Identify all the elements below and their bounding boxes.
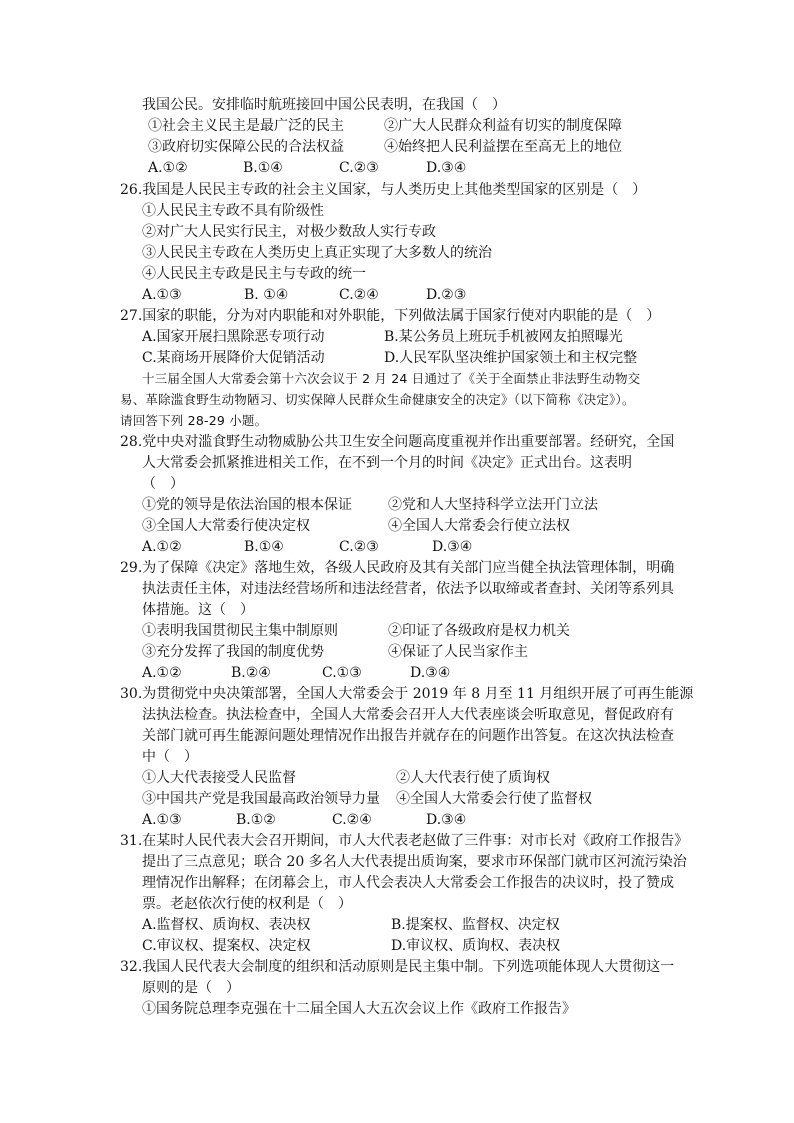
q29-choice-d: D.③④	[410, 665, 451, 681]
q26-option-4: ④人民民主专政是民主与专政的统一	[142, 266, 366, 282]
q29-option-2: ②印证了各级政府是权力机关	[388, 623, 570, 639]
q28-option-1: ①党的领导是依法治国的根本保证	[142, 497, 352, 513]
q29-choice-a: A.①②	[142, 665, 182, 681]
q27-choice-d: D.人民军队坚决维护国家领土和主权完整	[384, 350, 638, 366]
q26-choice-c: C.②④	[339, 287, 379, 303]
q29-choice-b: B.②④	[231, 665, 271, 681]
q27-choice-c: C.某商场开展降价大促销活动	[142, 350, 325, 366]
q27-choice-b: B.某公务员上班玩手机被网友拍照曝光	[384, 329, 623, 345]
q26-choice-d: D.②③	[426, 287, 467, 303]
q28-choice-c: C.②③	[339, 539, 379, 555]
material-line-2: 易、革除滥食野生动物陋习、切实保障人民群众生命健康安全的决定》（以下简称《决定》）。	[120, 392, 635, 407]
q28-choice-a: A.①②	[142, 539, 182, 555]
q30-choice-d: D.③④	[426, 812, 467, 828]
q30-option-4: ④全国人大常委会行使了监督权	[396, 791, 592, 807]
q26-option-1: ①人民民主专政不具有阶级性	[142, 203, 324, 219]
q31-stem-line-2: 提出了三点意见；联合 20 多名人大代表提出质询案，要求市环保部门就市区河流污染治	[142, 854, 687, 870]
q26-choice-a: A.①③	[142, 287, 182, 303]
q28-option-3: ③全国人大常委行使决定权	[142, 518, 310, 534]
q32-stem-line-1: 32.我国人民代表大会制度的组织和活动原则是民主集中制。下列选项能体现人大贯彻这一	[120, 959, 675, 975]
q32-stem-line-2: 原则的是（ ）	[142, 980, 240, 996]
q30-stem-line-2: 法执法检查。执法检查中，全国人大常委会召开人大代表座谈会听取意见，督促政府有	[142, 707, 674, 723]
q26-option-3: ③人民民主专政在人类历史上真正实现了大多数人的统治	[142, 245, 492, 261]
material-line-3: 请回答下列 28-29 小题。	[120, 413, 268, 428]
q30-option-3: ③中国共产党是我国最高政治领导力量	[142, 791, 380, 807]
q25-option-2: ②广大人民群众利益有切实的制度保障	[384, 118, 622, 134]
q29-option-4: ④保证了人民当家作主	[388, 644, 528, 660]
q31-choice-b: B.提案权、监督权、决定权	[391, 917, 560, 933]
q26-choice-b: B. ①④	[244, 287, 289, 303]
q25-choice-a: A.①②	[148, 160, 188, 176]
q26-option-2: ②对广大人民实行民主，对极少数敌人实行专政	[142, 224, 436, 240]
q30-stem-line-1: 30.为贯彻党中央决策部署，全国人大常委会于 2019 年 8 月至 11 月组织开展了可再生能源	[120, 686, 694, 702]
q30-stem-line-4: 中（ ）	[142, 749, 198, 765]
q29-stem-line-2: 执法责任主体，对违法经营场所和违法经营者，依法予以取缔或者查封、关闭等系列具	[142, 581, 674, 597]
q25-option-3: ③政府切实保障公民的合法权益	[148, 139, 344, 155]
q29-stem-line-3: 体措施。这（ ）	[142, 602, 254, 618]
q28-stem-line-1: 28.党中央对滥食野生动物威胁公共卫生安全问题高度重视并作出重要部署。经研究，全国	[120, 434, 675, 450]
q27-choice-a: A.国家开展扫黑除恶专项行动	[142, 329, 325, 345]
q30-option-1: ①人大代表接受人民监督	[142, 770, 296, 786]
q30-stem-line-3: 关部门就可再生能源问题处理情况作出报告并就存在的问题作出答复。在这次执法检查	[142, 728, 674, 744]
q25-choice-b: B.①④	[243, 160, 283, 176]
q30-choice-a: A.①③	[142, 812, 182, 828]
q28-stem-line-2: 人大常委会抓紧推进相关工作，在不到一个月的时间《决定》正式出台。这表明	[142, 455, 632, 471]
q30-option-2: ②人大代表行使了质询权	[396, 770, 550, 786]
q31-choice-a: A.监督权、质询权、表决权	[142, 917, 311, 933]
q29-choice-c: C.①③	[322, 665, 362, 681]
q32-option-1: ①国务院总理李克强在十二届全国人大五次会议上作《政府工作报告》	[142, 1001, 576, 1017]
q31-stem-line-4: 票。老赵依次行使的权利是（ ）	[142, 896, 352, 912]
q31-choice-d: D.审议权、质询权、表决权	[391, 938, 561, 954]
q30-choice-c: C.②④	[332, 812, 372, 828]
q29-option-3: ③充分发挥了我国的制度优势	[142, 644, 324, 660]
q26-stem: 26.我国是人民民主专政的社会主义国家，与人类历史上其他类型国家的区别是（ ）	[120, 182, 647, 198]
material-line-1: 十三届全国人大常委会第十六次会议于 2 月 24 日通过了《关于全面禁止非法野生动物交	[142, 371, 641, 386]
q25-choice-d: D.③④	[426, 160, 467, 176]
q28-option-4: ④全国人大常委会行使立法权	[388, 518, 570, 534]
q25-choice-c: C.②③	[339, 160, 379, 176]
q25-option-1: ①社会主义民主是最广泛的民主	[148, 118, 344, 134]
q31-stem-line-3: 理情况作出解释；在闭幕会上，市人代会表决人大常委会工作报告的决议时，投了赞成	[142, 875, 674, 891]
q27-stem: 27.国家的职能，分为对内职能和对外职能，下列做法属于国家行使对内职能的是（ ）	[120, 308, 661, 324]
q25-stem-tail: 我国公民。安排临时航班接回中国公民表明，在我国（ ）	[142, 97, 506, 113]
q30-choice-b: B.①②	[236, 812, 276, 828]
q31-stem-line-1: 31.在某时人民代表大会召开期间，市人大代表老赵做了三件事：对市长对《政府工作报告》	[120, 833, 689, 849]
q28-stem-line-3: （ ）	[142, 476, 184, 492]
q28-option-2: ②党和人大坚持科学立法开门立法	[388, 497, 598, 513]
q28-choice-b: B.①④	[244, 539, 284, 555]
q29-stem-line-1: 29.为了保障《决定》落地生效，各级人民政府及其有关部门应当健全执法管理体制，明确	[120, 560, 675, 576]
q25-option-4: ④始终把人民利益摆在至高无上的地位	[384, 139, 622, 155]
q29-option-1: ①表明我国贯彻民主集中制原则	[142, 623, 338, 639]
q31-choice-c: C.审议权、提案权、决定权	[142, 938, 311, 954]
q28-choice-d: D.③④	[432, 539, 473, 555]
